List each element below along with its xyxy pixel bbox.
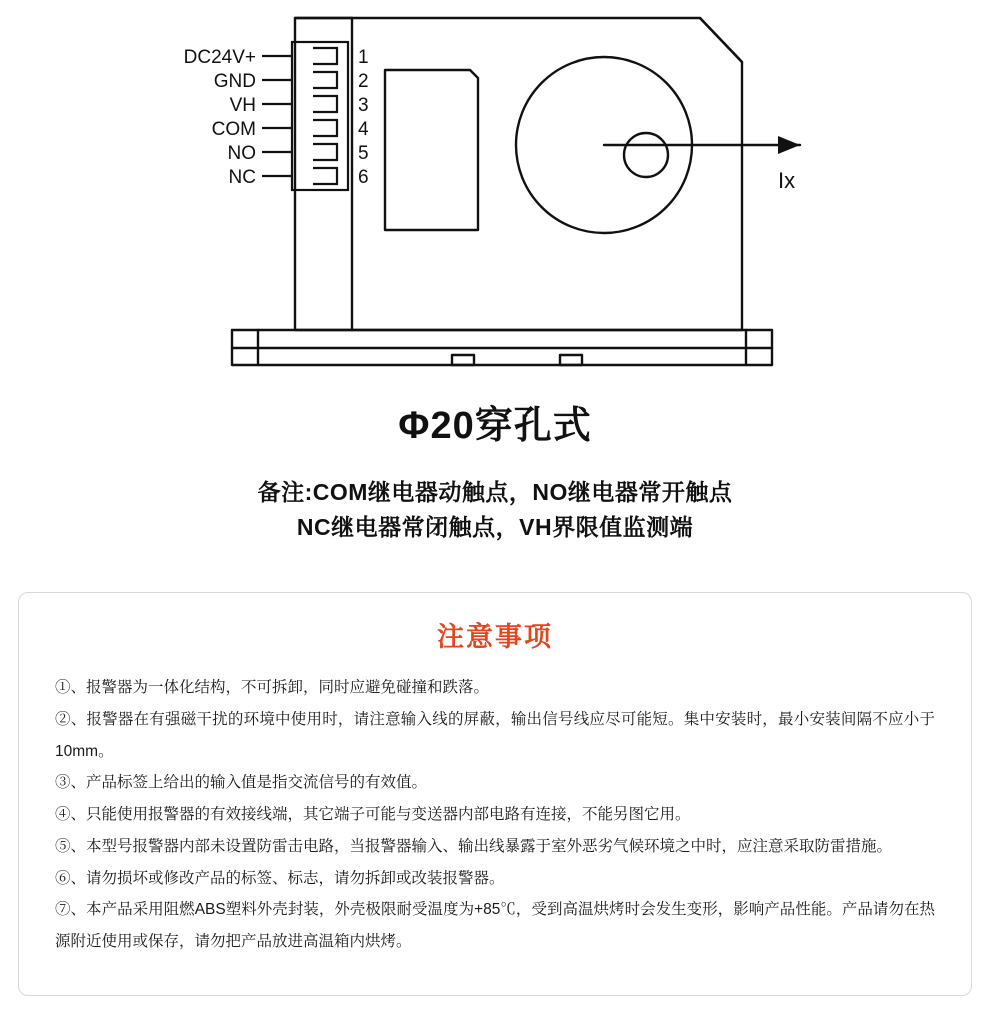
current-label: Ix <box>778 168 796 193</box>
label-plate <box>385 70 478 230</box>
terminal-contact-5 <box>313 144 337 160</box>
product-diagram <box>0 0 990 380</box>
terminal-label-2: GND <box>213 71 256 92</box>
model-title: Φ20穿孔式 <box>398 405 592 447</box>
caution-item: ④、只能使用报警器的有效接线端，其它端子可能与变送器内部电路有连接，不能另图它用。 <box>55 806 691 824</box>
caution-list <box>55 672 935 958</box>
terminal-contact-3 <box>313 96 337 112</box>
terminal-number-3: 3 <box>358 95 369 116</box>
base-slot-left <box>452 355 474 365</box>
terminal-label-4: COM <box>211 119 256 140</box>
terminal-label-6: NC <box>228 167 256 188</box>
terminal-contact-6 <box>313 168 337 184</box>
caution-item: ⑤、本型号报警器内部未设置防雷击电路，当报警器输入、输出线暴露于室外恶劣气候环境之中时，应注意采取防雷措施。 <box>55 837 893 855</box>
terminal-number-2: 2 <box>358 71 369 92</box>
current-arrow-head <box>778 136 800 154</box>
terminal-number-1: 1 <box>358 47 369 68</box>
terminal-number-6: 6 <box>358 167 369 188</box>
base-slot-right <box>560 355 582 365</box>
caution-item: ③、产品标签上给出的输入值是指交流信号的有效值。 <box>55 774 428 792</box>
housing-chamfer <box>700 18 742 62</box>
caution-title: 注意事项 <box>437 622 553 652</box>
caution-item: ⑥、请勿损坏或修改产品的标签、标志，请勿拆卸或改装报警器。 <box>55 869 505 887</box>
sensor-outline-svg <box>0 0 990 380</box>
terminal-label-5: NO <box>227 143 256 164</box>
terminal-contact-2 <box>313 72 337 88</box>
terminal-contact-1 <box>313 48 337 64</box>
caution-item: ⑦、本产品采用阻燃ABS塑料外壳封装，外壳极限耐受温度为+85℃，受到高温烘烤时会发生变形，影响产品性能。产品请勿在热源附近使用或保存，请勿把产品放进高温箱内烘烤。 <box>55 901 935 951</box>
terminal-contact-4 <box>313 120 337 136</box>
remark-line-1: 备注:COM继电器动触点，NO继电器常开触点 <box>257 479 733 505</box>
terminal-label-3: VH <box>229 95 256 116</box>
caution-item: ②、报警器在有强磁干扰的环境中使用时，请注意输入线的屏蔽，输出信号线应尽可能短。集中安装时，最小安装间隔不应小于10mm。 <box>55 710 935 760</box>
terminal-label-1: DC24V+ <box>183 47 256 68</box>
terminal-number-5: 5 <box>358 143 369 164</box>
remark-block <box>0 475 990 544</box>
terminal-number-4: 4 <box>358 119 369 140</box>
through-hole-inner <box>624 133 668 177</box>
caution-box <box>18 592 972 996</box>
caution-item: ①、报警器为一体化结构，不可拆卸，同时应避免碰撞和跌落。 <box>55 679 490 696</box>
remark-line-2: NC继电器常闭触点，VH界限值监测端 <box>296 513 694 540</box>
